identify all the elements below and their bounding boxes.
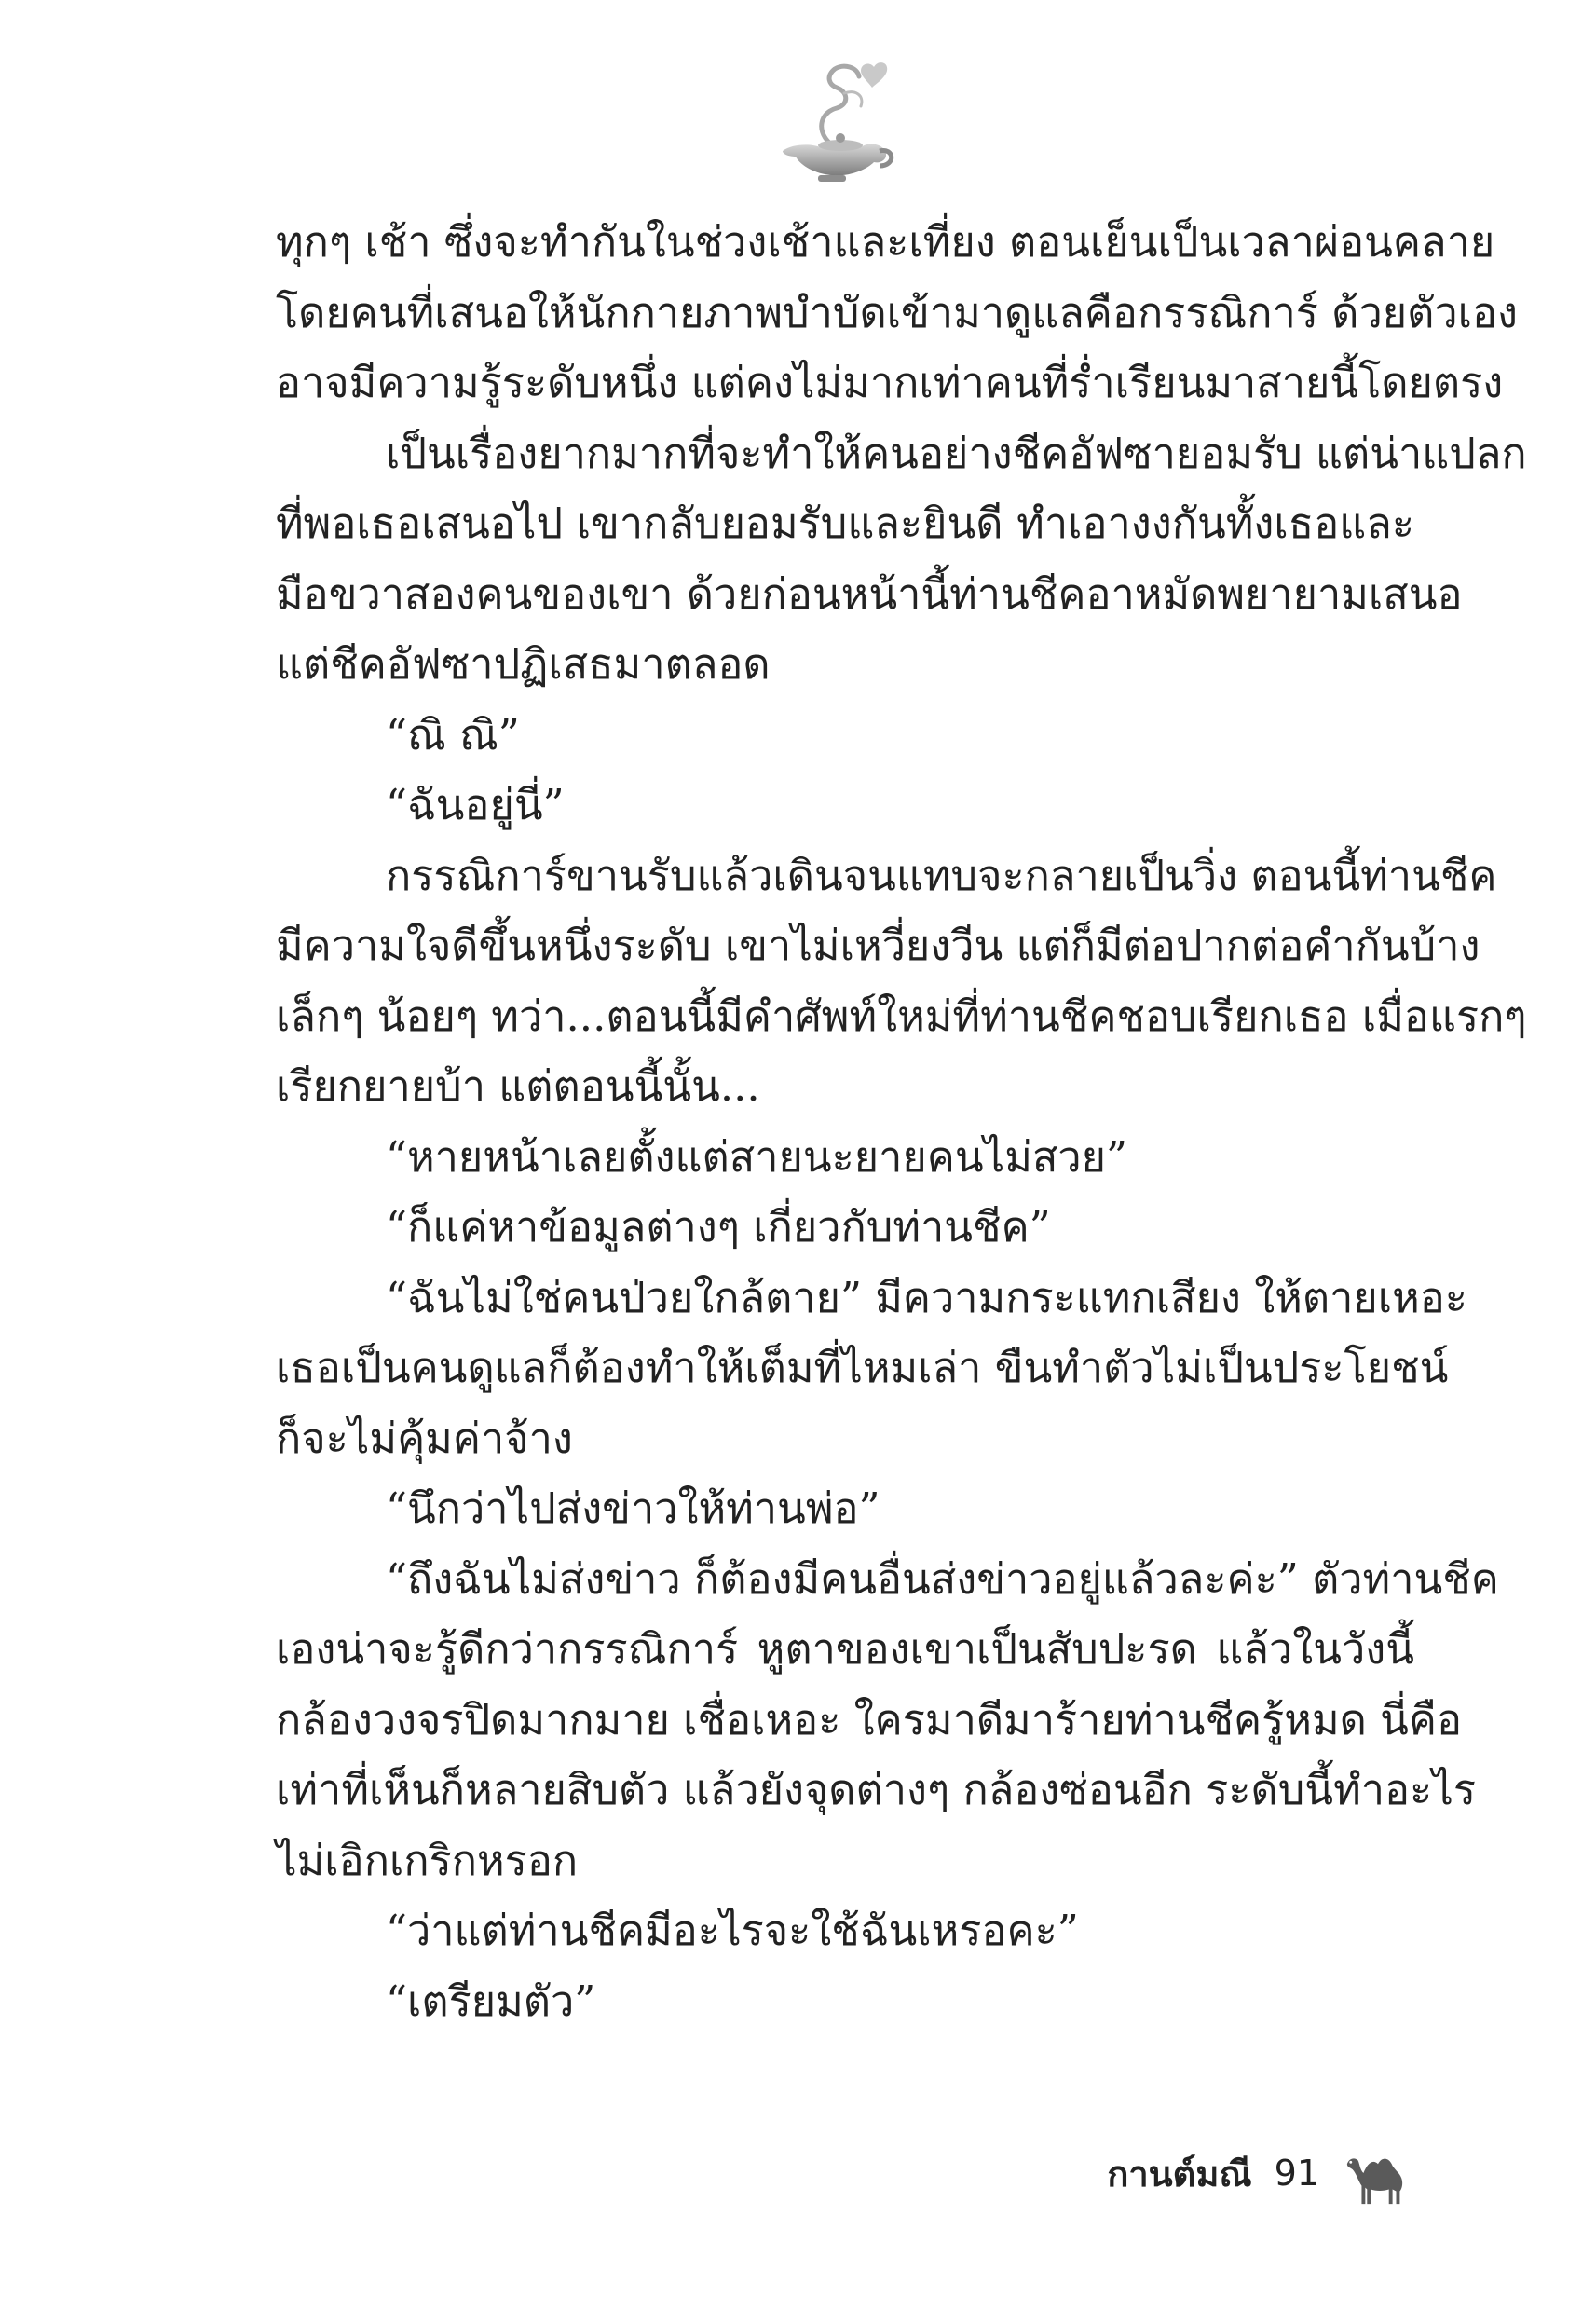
paragraph [276,1263,1467,1474]
paragraph [276,418,1527,700]
paragraph [276,1966,1414,2037]
text-line: อาจมีความรู้ระดับหนึ่ง แต่คงไม่มากเท่าคนที่ร่ำเรียนมาสายนี้โดยตรง [276,358,1504,407]
text-line: “ว่าแต่ท่านชีคมีอะไรจะใช้ฉันเหรอคะ” [386,1906,1079,1955]
text-line: ก็จะไม่คุ้มค่าจ้าง [276,1413,573,1463]
paragraph [276,207,1518,418]
text-line: เองน่าจะรู้ดีกว่ากรรณิการ์ หูตาของเขาเป็นสับปะรด แล้วในวังนี้ [276,1624,1414,1674]
text-line: “ฉันไม่ใช่คนป่วยใกล้ตาย” มีความกระแทกเสียง ให้ตายเหอะ [386,1272,1467,1322]
page-footer [1107,2136,1414,2210]
text-line: กล้องวงจรปิดมากมาย เชื่อเหอะ ใครมาดีมาร้ายท่านชีครู้หมด นี่คือ [276,1694,1463,1744]
text-line: ที่พอเธอเสนอไป เขากลับยอมรับและยินดี ทำเอางงกันทั้งเธอและ [276,499,1414,548]
text-line: “ฉันอยู่นี่” [386,780,565,829]
paragraph [276,1473,1414,1544]
paragraph [276,700,1414,771]
magic-lamp-icon [764,54,904,194]
text-line: ไม่เอิกเกริกหรอก [276,1835,579,1885]
text-line: มีความใจดีขึ้นหนึ่งระดับ เขาไม่เหวี่ยงวีน แต่ก็มีต่อปากต่อคำกันบ้าง [276,921,1480,970]
paragraph [276,841,1527,1122]
body-text [276,207,1527,2036]
text-line: “เตรียมตัว” [386,1976,596,2026]
text-line: กรรณิการ์ขานรับแล้วเดินจนแทบจะกลายเป็นวิ่ง ตอนนี้ท่านชีค [386,850,1497,900]
paragraph [276,1122,1414,1193]
text-line: “ถึงฉันไม่ส่งข่าว ก็ต้องมีคนอื่นส่งข่าวอยู่แล้วละค่ะ” ตัวท่านชีค [386,1553,1499,1604]
paragraph [276,1895,1414,1966]
text-line: เท่าที่เห็นก็หลายสิบตัว แล้วยังจุดต่างๆ กล้องซ่อนอีก ระดับนี้ทำอะไร [276,1765,1476,1814]
text-line: แต่ชีคอัฟซาปฏิเสธมาตลอด [276,639,771,689]
text-line: “นึกว่าไปส่งข่าวให้ท่านพ่อ” [386,1484,880,1533]
text-line: เธอเป็นคนดูแลก็ต้องทำให้เต็มที่ไหมเล่า ขืนทำตัวไม่เป็นประโยชน์ [276,1343,1449,1392]
text-line: โดยคนที่เสนอให้นักกายภาพบำบัดเข้ามาดูแลคือกรรณิการ์ ด้วยตัวเอง [276,287,1518,337]
text-line: “ณิ ณิ” [386,709,520,759]
paragraph [276,770,1414,841]
paragraph [276,1544,1499,1896]
text-line: “ก็แค่หาข้อมูลต่างๆ เกี่ยวกับท่านชีค” [386,1202,1051,1251]
text-line: “หายหน้าเลยตั้งแต่สายนะยายคนไม่สวย” [386,1131,1128,1182]
text-line: ทุกๆ เช้า ซึ่งจะทำกันในช่วงเช้าและเที่ยง ตอนเย็นเป็นเวลาผ่อนคลาย [276,217,1495,267]
text-line: เป็นเรื่องยากมากที่จะทำให้คนอย่างชีคอัฟซายอมรับ แต่น่าแปลก [386,428,1527,478]
text-line: เล็กๆ น้อยๆ ทว่า...ตอนนี้มีคำศัพท์ใหม่ที่ท่านชีคชอบเรียกเธอ เมื่อแรกๆ [276,991,1527,1041]
paragraph [276,1192,1414,1263]
book-title: กานต์มณี [1107,2153,1252,2195]
page-number: 91 [1274,2153,1319,2194]
camel-icon [1342,2137,1414,2209]
text-line: มือขวาสองคนของเขา ด้วยก่อนหน้านี้ท่านชีคอาหมัดพยายามเสนอ [276,568,1463,619]
text-line: เรียกยายบ้า แต่ตอนนี้นั้น... [276,1061,760,1111]
